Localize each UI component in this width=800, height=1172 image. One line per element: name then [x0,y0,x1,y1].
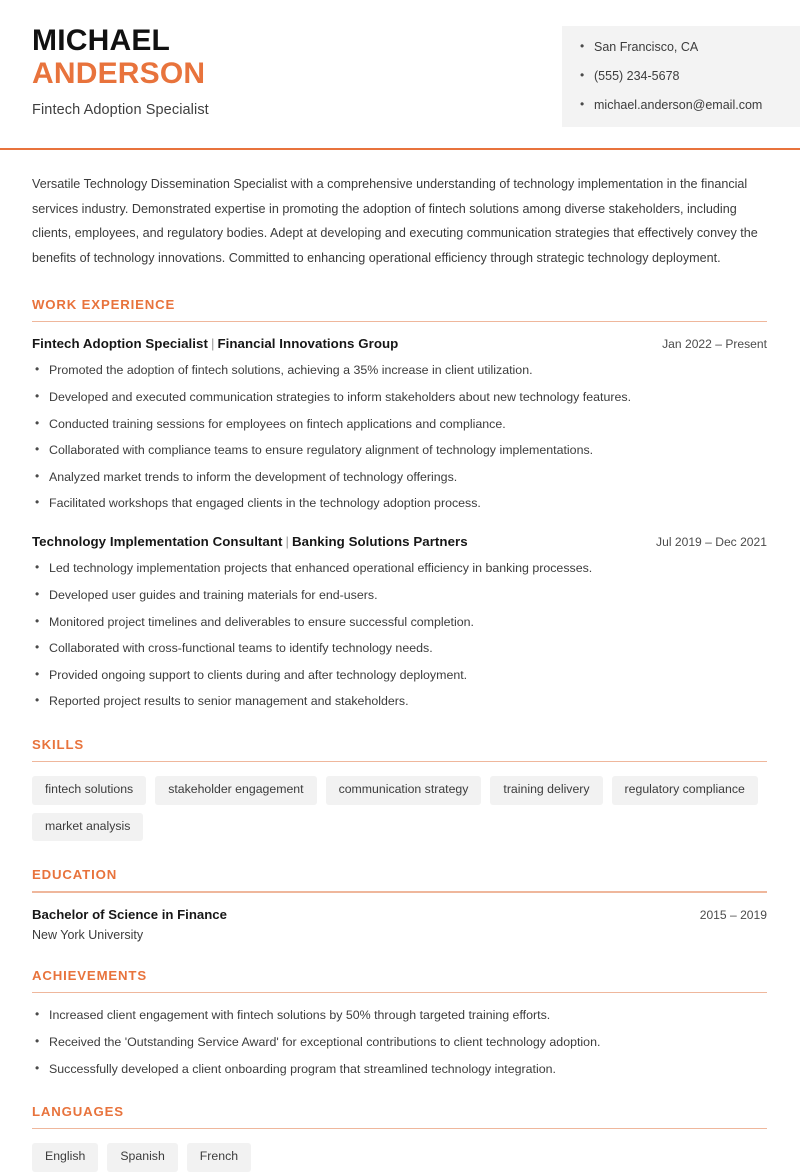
language-chip: Spanish [107,1143,177,1172]
list-item: • Collaborated with cross-functional teams to identify technology needs. [32,640,767,657]
list-item: • Facilitated workshops that engaged clients in the technology adoption process. [32,495,767,512]
list-item: • Successfully developed a client onboarding program that streamlined technology integration. [32,1061,767,1078]
contact-phone[interactable]: • (555) 234-5678 [580,69,786,84]
last-name: ANDERSON [32,56,206,90]
section-languages [32,1104,767,1172]
education-school: New York University [32,927,144,942]
language-chip: English [32,1143,98,1172]
list-item: • Developed user guides and training materials for end-users. [32,587,767,604]
section-rule-education [32,891,767,893]
languages-chip-list [32,1143,767,1172]
section-rule-skills [32,761,767,763]
list-item: • Promoted the adoption of fintech solutions, achieving a 35% increase in client utilization. [32,362,767,379]
headline: Fintech Adoption Specialist [32,102,209,119]
contact-location: • San Francisco, CA [580,40,786,55]
section-title-work: WORK EXPERIENCE [32,296,176,312]
resume-body [0,172,800,1172]
section-rule-work [32,321,767,323]
header-divider [0,148,800,150]
list-item: • Conducted training sessions for employees on fintech applications and compliance. [32,416,767,433]
list-item: • Increased client engagement with fintech solutions by 50% through targeted training efforts. [32,1007,767,1024]
work-company: Banking Solutions Partners [292,534,468,550]
work-bullets [32,560,767,710]
section-title-achievements: ACHIEVEMENTS [32,967,147,983]
section-rule-achievements [32,992,767,994]
achievements-list [32,1007,767,1077]
section-title-education: EDUCATION [32,867,118,883]
language-chip: French [187,1143,251,1172]
contact-panel [562,26,800,127]
work-entry-header [32,534,767,549]
list-item: • Analyzed market trends to inform the development of technology offerings. [32,469,767,486]
skill-chip: fintech solutions [32,776,146,805]
list-item: • Monitored project timelines and deliverables to ensure successful completion. [32,614,767,631]
work-entry-title [32,336,398,351]
identity-block [0,26,209,118]
section-achievements [32,968,767,1078]
work-role: Fintech Adoption Specialist [32,336,208,352]
work-entry [32,534,767,710]
work-entry [32,336,767,512]
list-item: • Received the 'Outstanding Service Award' for exceptional contributions to client technology adoption. [32,1034,767,1051]
section-education [32,867,767,942]
work-entry-title [32,534,468,549]
education-degree: Bachelor of Science in Finance [32,906,227,922]
professional-summary: Versatile Technology Dissemination Specialist with a comprehensive understanding of technology implementation in the financial services industry. Demonstrated expertise in promoting the adoption of fintech solutions among diverse stakeholders, including clients, employees, and regulatory bodies. Adept at developing and executing communication strategies that effectively convey the benefits of technology innovations. Committed to enhancing operational efficiency through strategic technology deployment. [32,177,758,266]
education-entry [32,907,767,942]
section-rule-languages [32,1128,767,1130]
first-name: MICHAEL [32,24,171,57]
list-item: • Provided ongoing support to clients during and after technology deployment. [32,667,767,684]
title-separator: | [285,534,290,550]
section-title-skills: SKILLS [32,736,84,752]
title-separator: | [210,336,215,352]
list-item: • Developed and executed communication strategies to inform stakeholders about new technology features. [32,389,767,406]
work-bullets [32,362,767,512]
education-entry-header [32,907,767,922]
resume-header [0,0,800,132]
section-title-languages: LANGUAGES [32,1103,124,1119]
section-skills [32,737,767,842]
work-date: Jul 2019 – Dec 2021 [656,535,767,550]
contact-list [580,40,786,113]
skill-chip: stakeholder engagement [155,776,316,805]
section-work-experience [32,297,767,711]
skills-chip-list [32,776,767,841]
skill-chip: regulatory compliance [612,776,758,805]
work-company: Financial Innovations Group [217,336,399,352]
contact-email[interactable]: • michael.anderson@email.com [580,98,786,113]
list-item: • Led technology implementation projects that enhanced operational efficiency in banking processes. [32,560,767,577]
skill-chip: market analysis [32,813,143,842]
work-entry-header [32,336,767,351]
list-item: • Reported project results to senior management and stakeholders. [32,693,767,710]
work-role: Technology Implementation Consultant [32,534,283,550]
work-date: Jan 2022 – Present [662,337,767,352]
list-item: • Collaborated with compliance teams to ensure regulatory alignment of technology implementations. [32,442,767,459]
education-date: 2015 – 2019 [699,907,767,922]
skill-chip: training delivery [490,776,602,805]
skill-chip: communication strategy [326,776,482,805]
